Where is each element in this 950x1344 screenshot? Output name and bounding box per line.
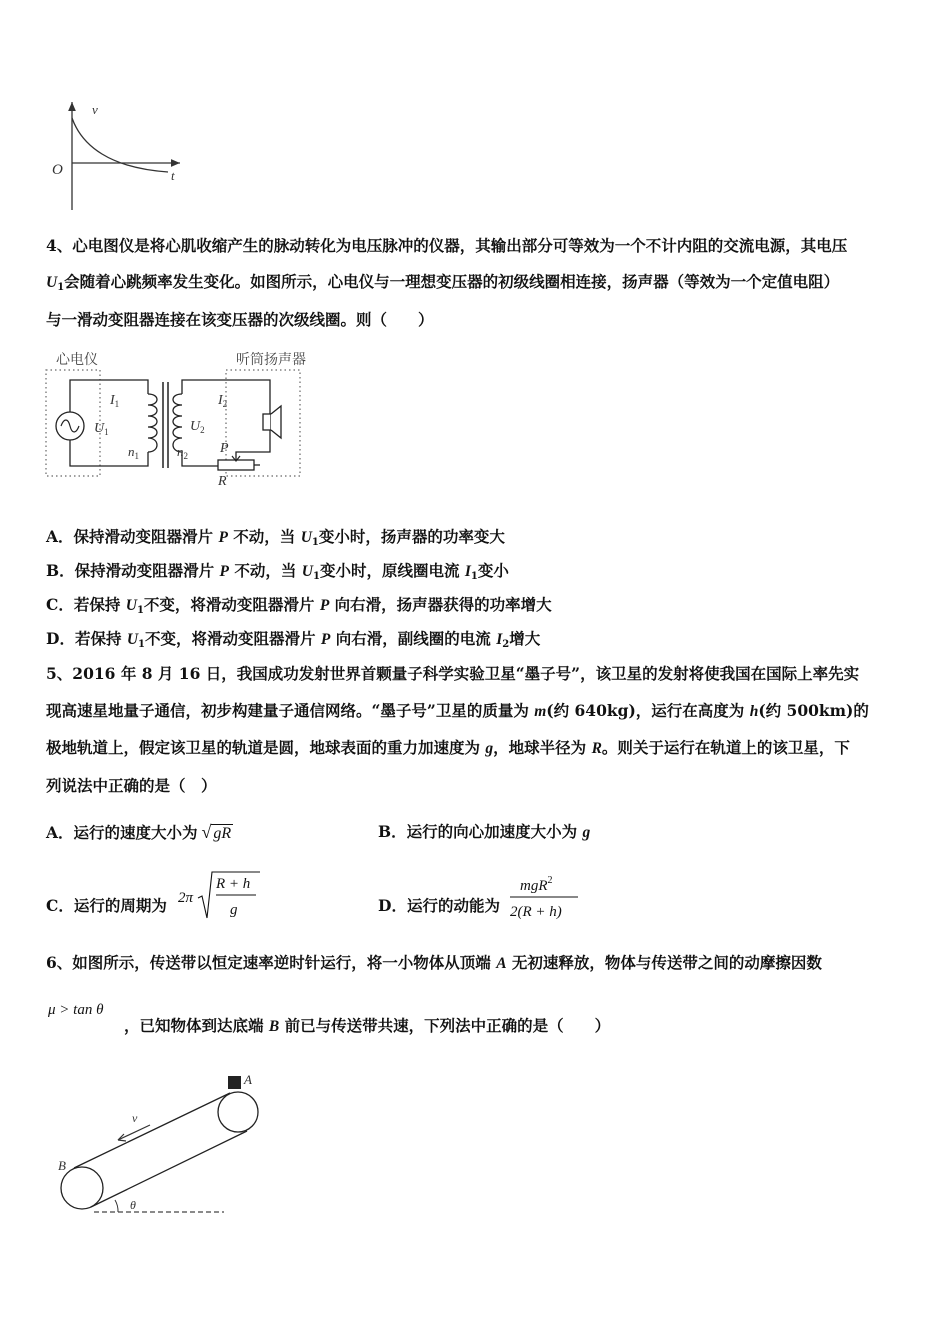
d-numerator: mgR$^2$ [520,875,553,894]
q4-option-d[interactable]: D．若保持 $U_1$不变，将滑动变阻器滑片 P 向右滑，副线圈的电流 $I_2$增大 [46,629,541,650]
q5-option-c-formula [176,868,266,924]
q5-line-4: 列说法中正确的是（ ） [46,776,217,795]
velocity-curve [72,118,168,172]
n2-label: $n_2$ [177,444,188,461]
ecg-label: 心电仪 [56,353,98,368]
q6-mu-tan-theta: μ > tan θ [48,1002,104,1018]
v-axis-label: v [92,102,98,117]
q5-option-c[interactable]: C．运行的周期为 [46,896,167,915]
c-numerator: R + h [216,876,251,892]
belt-lower [91,1131,247,1207]
t-axis-label: t [171,168,175,183]
r-label: R [218,474,227,489]
label-theta: θ [130,1198,136,1212]
q6-line-1: 6、如图所示，传送带以恒定速率逆时针运行，将一小物体从顶端 A 无初速释放，物体与传送带之间的动摩擦因数 [46,953,822,972]
u1-label: $U_1$ [94,421,109,437]
n1-label: $n_1$ [128,444,139,461]
u2-label: $U_2$ [190,419,205,435]
velocity-arrow [118,1125,150,1140]
q5-option-b[interactable]: B．运行的向心加速度大小为 g [378,822,591,841]
q4-line-3 [46,309,434,331]
p-label: P [220,441,229,456]
primary-coil [148,394,157,452]
speaker-wire [258,430,270,452]
i2-label: $I_2$ [218,393,228,409]
velocity-time-graph [40,96,190,216]
q4-number: 4、 [46,236,73,255]
speaker-label: 听筒扬声器 [236,353,306,368]
q5-line-3: 极地轨道上，假定该卫星的轨道是圆，地球表面的重力加速度为 g，地球半径为 R。则关于运行在轨道上的该卫星，下 [46,738,850,757]
c-denominator: g [230,902,238,918]
q5-sqrt-gr: gR [213,825,232,842]
q5-option-a[interactable]: A．运行的速度大小为 √ gR [46,822,232,842]
q4-var-u: U [46,274,58,291]
conveyor-belt-figure [50,1062,290,1222]
speaker-cone [271,406,281,438]
q4-option-b[interactable]: B．保持滑动变阻器滑片 P 不动，当 $U_1$变小时，原线圈电流 $I_1$变小 [46,561,509,582]
q5-option-d-formula [506,868,586,924]
label-b: B [58,1158,66,1173]
q5-line-2: 现高速星地量子通信，初步构建量子通信网络。“墨子号”卫星的质量为 m(约 640kg)，运行在高度为 h(约 500km)的 [46,701,869,720]
primary-wire [70,380,148,412]
q5-line-1: 5、2016 年 8 月 16 日，我国成功发射世界首颗量子科学实验卫星“墨子号”，该卫星的发射将使我国在国际上率先实 [46,664,860,683]
label-v: v [132,1111,138,1125]
q4-var-u-sub: 1 [57,282,65,293]
q4-text-3: 与一滑动变阻器连接在该变压器的次级线圈。则（ ） [46,310,434,329]
two-pi: 2π [178,890,194,906]
label-a: A [244,1072,252,1087]
block-a [228,1076,241,1089]
q4-text-1: 心电图仪是将心肌收缩产生的脉动转化为电压脉冲的仪器，其输出部分可等效为一个不计内阻的交流电源，其电压 [72,236,848,255]
top-pulley [218,1092,258,1132]
transformer-circuit-diagram [40,342,320,490]
q4-line-1 [46,235,847,257]
d-denominator: 2(R + h) [510,904,562,920]
q4-line-2 [46,271,839,299]
q4-text-2: 会随着心跳频率发生变化。如图所示，心电仪与一理想变压器的初级线圈相连接，扬声器（等效为一个定值电阻） [64,272,840,291]
origin-label: O [52,162,63,178]
q6-line-2: ，已知物体到达底端 B 前已与传送带共速，下列法中正确的是（ ） [124,1016,611,1035]
belt-upper [74,1093,230,1168]
q5-option-d[interactable]: D．运行的动能为 [378,896,500,915]
angle-arc [115,1200,118,1212]
speaker-icon [263,414,271,430]
q4-option-c[interactable]: C．若保持 $U_1$不变，将滑动变阻器滑片 P 向右滑，扬声器获得的功率增大 [46,595,552,616]
q4-option-a[interactable]: A．保持滑动变阻器滑片 P 不动，当 $U_1$变小时，扬声器的功率变大 [46,527,505,548]
i1-label: $I_1$ [110,393,120,409]
bottom-pulley [61,1167,103,1209]
